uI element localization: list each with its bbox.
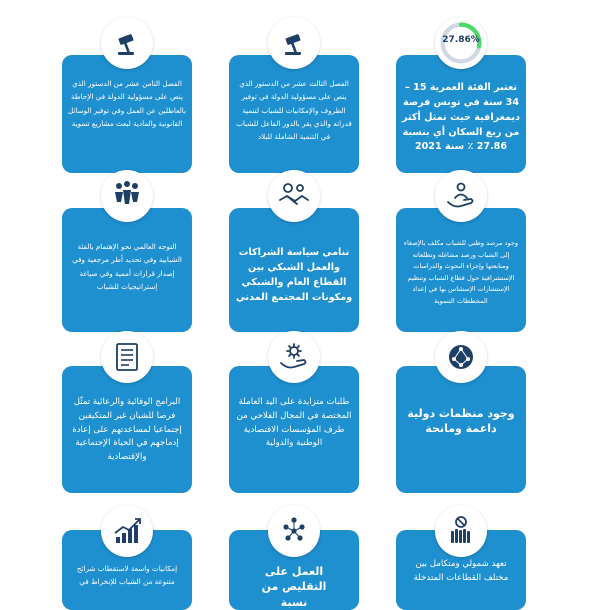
gavel-icon (276, 25, 312, 61)
checklist-icon (109, 339, 145, 375)
gear-hand-icon (276, 339, 312, 375)
card-text: تنامي سياسة الشراكات والعمل الشبكي بين القطاع العام والشبكي ومكونات المجتمع المدني (235, 247, 353, 303)
card-text: طلبات متزايدة على اليد العاملة المختصة في المجال الفلاحي من طرف المؤسسات الاقتصادية الوطنية والدولية (236, 397, 352, 449)
card-youth-percentage (396, 55, 526, 173)
card-text: إمكانيات واسعة لاستقطاب شرائح متنوعة من الشباب للإنخراط في (76, 564, 178, 587)
gavel-icon (109, 25, 145, 61)
badge-hands-raised (435, 505, 487, 557)
badge-gavel (268, 17, 320, 69)
globe-network-icon (443, 339, 479, 375)
people-network-icon (276, 513, 312, 549)
badge-growth (101, 505, 153, 557)
card-text: العمل على التقليص من نسبة (261, 565, 327, 609)
card-global-trend (62, 208, 192, 332)
badge-gavel-2 (101, 17, 153, 69)
card-constitution-chapter-18 (62, 55, 192, 173)
card-youth-observatory (396, 208, 526, 332)
hand-people-icon (443, 178, 479, 214)
badge-globe (435, 331, 487, 383)
card-agricultural-labor (229, 366, 359, 493)
card-text: البرامج الوقائية والرعائية تمثّل فرصا للشبان غير المتكيفين إجتماعيا لمساعدتهم على إعادة إدماجهم في الحياة الإجتماعية والإقتصادية (72, 397, 182, 462)
card-text: التوجه العالمي نحو الإهتمام بالفئة الشبابية وفي تحديد أطر مرجعية وفي إصدار قرارات أممية وفي صياغة إستراتيجيات للشباب (72, 242, 182, 291)
card-constitution-chapter-13 (229, 55, 359, 173)
card-partnerships (229, 208, 359, 332)
card-text: تعتبر الفئة العمرية 15 – 34 سنة في تونس فرصة ديمغرافية حيث تمثل أكثر من ربع السكان أي بنسبة 27.86 ٪ سنة 2021 (402, 82, 520, 153)
badge-percentage (435, 17, 487, 69)
card-text: الفصل الثامن عشر من الدستور الذي ينص على مسؤولية الدولة في الإحاطة بالعاطلين عن العمل وفي توفير الوسائل القانونية والمادية لبعث مشاريع تنموية (68, 79, 186, 128)
badge-handshake (268, 170, 320, 222)
badge-gear-hand (268, 331, 320, 383)
badge-checklist (101, 331, 153, 383)
card-text: وجود منظمات دولية داعمة ومانحة (407, 407, 515, 436)
handshake-gears-icon (276, 178, 312, 214)
badge-people-group (101, 170, 153, 222)
card-text: تعهد شمولي ومتكامل بين مختلف القطاعات المتدخلة (413, 559, 509, 583)
badge-hand-people (435, 170, 487, 222)
card-prevention-programs (62, 366, 192, 493)
card-text: الفصل الثالث عشر من الدستور الذي ينص على مسؤولية الدولة في توفير الظروف والإمكانيات للشباب لتنمية قدراته والذي يقر بالدور الفاعل للشباب في التنمية الشاملة للبلاد (236, 79, 352, 142)
growth-chart-icon (109, 513, 145, 549)
card-text: وجود مرصد وطني للشباب مكلف بالإصغاء إلى الشباب ورصد مشاغله وتطلعاته ومتابعتها وإجراء البحوث والدراسات الإستشرافية حول قطاع الشباب وتنظيم الإستشارات الإستئناس بها في إعداد المخططات التنموية (403, 239, 519, 305)
percentage-label: 27.86% (442, 35, 480, 45)
card-international-organizations (396, 366, 526, 493)
people-group-icon (109, 178, 145, 214)
badge-people-network (268, 505, 320, 557)
hands-raised-icon (443, 513, 479, 549)
